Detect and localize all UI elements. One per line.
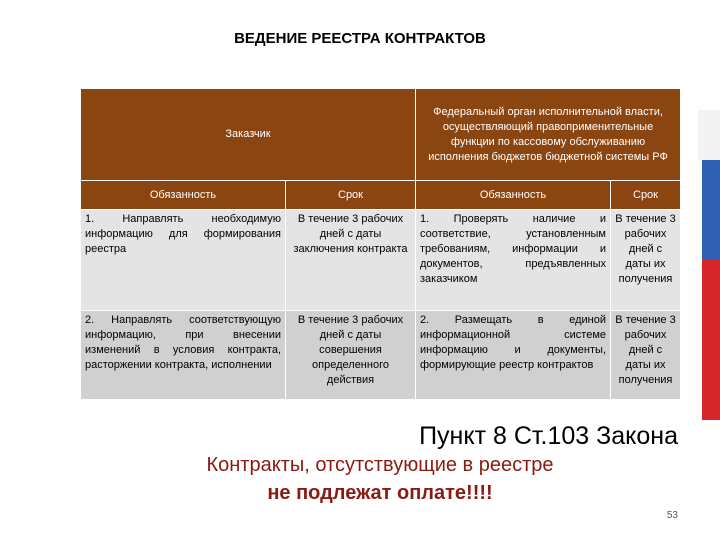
table-row (81, 311, 681, 400)
subheader-duty-customer: Обязанность (81, 181, 286, 210)
cell-term-federal: В течение 3 рабочих дней с даты их получения (611, 210, 681, 311)
warning-line-2: не подлежат оплате!!!! (267, 482, 493, 504)
cell-term-customer: В течение 3 рабочих дней с даты совершения определенного действия (286, 311, 416, 400)
cell-duty-federal: 2. Размещать в единой информационной системе информацию и документы, формирующие реестр контрактов (416, 311, 611, 400)
table-row (81, 210, 681, 311)
cell-term-federal: В течение 3 рабочих дней с даты их получения (611, 311, 681, 400)
subheader-term-federal: Срок (611, 181, 681, 210)
flag-stripe-white (698, 110, 720, 160)
law-reference: Пункт 8 Ст.103 Закона (419, 422, 678, 450)
page-title: ВЕДЕНИЕ РЕЕСТРА КОНТРАКТОВ (234, 30, 486, 47)
flag-stripe-blue (702, 160, 720, 260)
cell-duty-customer: 2. Направлять соответствующую информацию, при внесении изменений в условия контракта, расторжении контракта, исполнении (81, 311, 286, 400)
page-number: 53 (666, 510, 678, 521)
subheader-term-customer: Срок (286, 181, 416, 210)
subheader-duty-federal: Обязанность (416, 181, 611, 210)
flag-stripe-red (702, 260, 720, 420)
header-federal-body: Федеральный орган исполнительной власти, осуществляющий правоприменительные функции по кассовому обслуживанию исполнения бюджетов бюджетной системы РФ (416, 89, 681, 181)
header-customer: Заказчик (81, 89, 416, 181)
cell-duty-federal: 1. Проверять наличие и соответствие, установленным требованиям, информации и документов, предъявленных заказчиком (416, 210, 611, 311)
cell-duty-customer: 1. Направлять необходимую информацию для формирования реестра (81, 210, 286, 311)
cell-term-customer: В течение 3 рабочих дней с даты заключения контракта (286, 210, 416, 311)
registry-table (80, 88, 681, 400)
warning-line-1: Контракты, отсутствующие в реестре (206, 454, 554, 476)
